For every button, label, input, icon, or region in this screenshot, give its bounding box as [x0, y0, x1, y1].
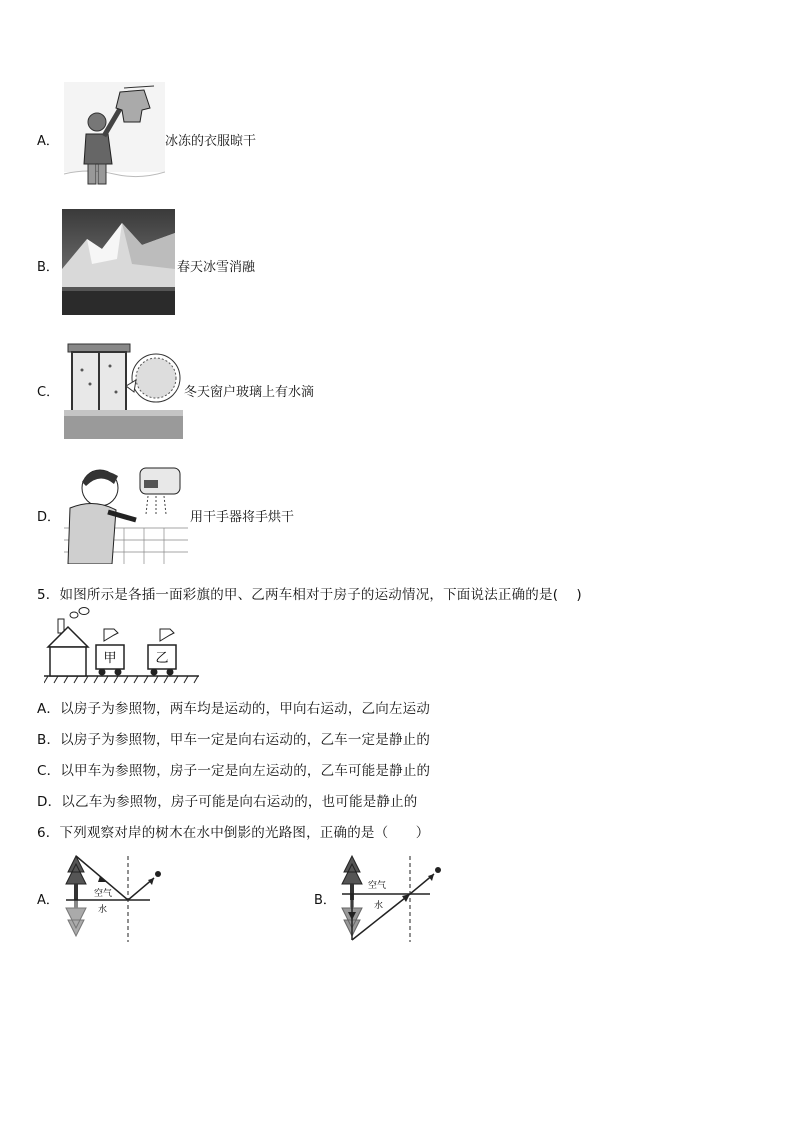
option-a-text: 冰冻的衣服晾干 [165, 134, 257, 149]
option-c-letter: C． [37, 385, 60, 400]
option-b-letter: B． [37, 260, 59, 275]
house-and-cars-diagram [44, 605, 199, 685]
q6a-water-label: 水 [98, 905, 108, 915]
hand-dryer-image [64, 458, 188, 564]
question-6-stem: 6．下列观察对岸的树木在水中倒影的光路图，正确的是（ ） [37, 825, 430, 841]
window-water-drops-image [64, 340, 183, 439]
q6-option-a-letter: A． [37, 893, 59, 908]
question-5-stem: 5．如图所示是各插一面彩旗的甲、乙两车相对于房子的运动情况，下面说法正确的是( ) [37, 587, 582, 603]
q6b-air-label: 空气 [368, 881, 387, 891]
option-c-text: 冬天窗户玻璃上有水滴 [184, 385, 315, 400]
q5-option-b: B．以房子为参照物，甲车一定是向右运动的，乙车一定是静止的 [37, 732, 431, 748]
q5-option-a: A．以房子为参照物，两车均是运动的，甲向右运动，乙向左运动 [37, 701, 431, 717]
car-b-label: 乙 [155, 651, 169, 666]
q5-option-d: D．以乙车为参照物，房子可能是向右运动的，也可能是静止的 [37, 794, 418, 810]
q6-option-b-diagram [338, 850, 462, 944]
car-a-label: 甲 [103, 651, 117, 666]
q6b-water-label: 水 [374, 901, 384, 911]
frozen-clothes-drying-image [64, 82, 165, 194]
option-b-text: 春天冰雪消融 [177, 260, 256, 275]
option-d-letter: D． [37, 510, 61, 525]
q6a-air-label: 空气 [94, 889, 113, 899]
q5-option-c: C．以甲车为参照物，房子一定是向左运动的，乙车可能是静止的 [37, 763, 431, 779]
option-d-text: 用干手器将手烘干 [190, 510, 295, 525]
spring-snow-melting-image [62, 209, 175, 315]
option-a-letter: A． [37, 134, 59, 149]
q6-option-a-diagram [62, 850, 182, 944]
q6-option-b-letter: B． [314, 893, 336, 908]
